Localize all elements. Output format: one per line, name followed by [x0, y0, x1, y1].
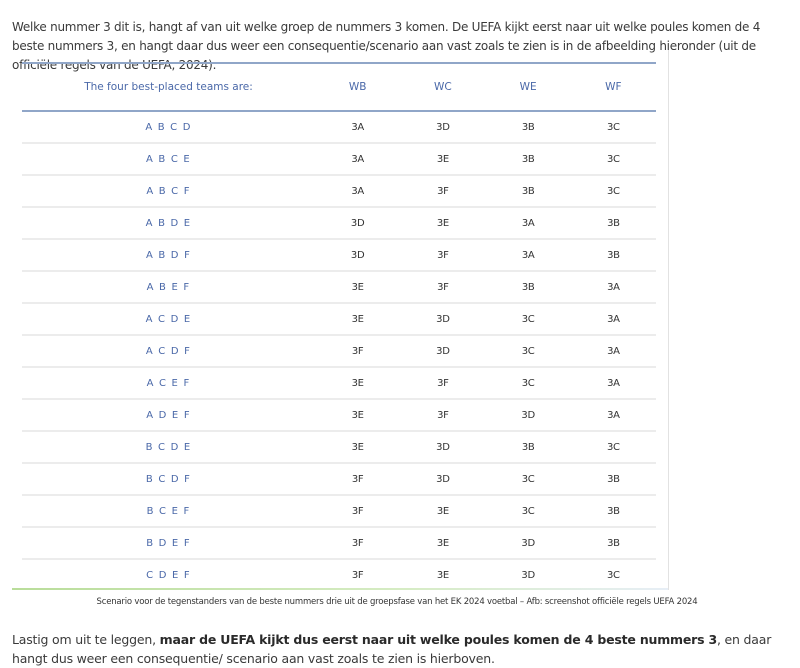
- table-row: [22, 303, 656, 335]
- table-row: [22, 399, 656, 431]
- table-row: [22, 559, 656, 590]
- table-row: [22, 495, 656, 527]
- wf-cell: 3C: [571, 111, 656, 143]
- wb-cell: 3E: [315, 431, 400, 463]
- we-cell: 3B: [486, 143, 571, 175]
- closing-paragraph: [12, 630, 792, 668]
- we-cell: 3C: [486, 495, 571, 527]
- combo-cell: C D E F: [146, 569, 191, 581]
- table-header-row: [22, 63, 656, 111]
- wb-cell: 3D: [315, 239, 400, 271]
- we-cell: 3D: [486, 399, 571, 431]
- wc-cell: 3D: [400, 335, 485, 367]
- wc-cell: 3E: [400, 143, 485, 175]
- combo-cell: B C D E: [22, 431, 315, 463]
- closing-text-start: Lastig om uit te leggen,: [12, 631, 160, 647]
- combo-cell: A B C E: [22, 143, 315, 175]
- combo-cell: A B C F: [22, 175, 315, 207]
- wb-cell: 3A: [315, 175, 400, 207]
- we-cell: 3C: [486, 463, 571, 495]
- wc-cell: 3E: [400, 207, 485, 239]
- wc-cell: 3E: [436, 569, 449, 581]
- table-row: [22, 239, 656, 271]
- we-cell: 3C: [486, 335, 571, 367]
- table-row: [22, 431, 656, 463]
- table-row: [22, 335, 656, 367]
- wc-cell: 3E: [400, 527, 485, 559]
- header-best-placed: The four best-placed teams are:: [22, 63, 315, 111]
- we-cell: 3B: [486, 175, 571, 207]
- wc-cell: 3D: [400, 111, 485, 143]
- table-row: [22, 143, 656, 175]
- closing-text-bold: maar de UEFA kijkt dus eerst naar uit welke poules komen de 4 beste nummers 3: [159, 631, 718, 647]
- figure-bottom-accent: [12, 588, 668, 590]
- combo-cell: A C D F: [22, 335, 315, 367]
- wb-cell: 3E: [315, 399, 400, 431]
- header-we: WE: [486, 63, 571, 111]
- wb-cell: 3E: [315, 303, 400, 335]
- wb-cell: 3F: [315, 463, 400, 495]
- header-wb: WB: [315, 63, 400, 111]
- wc-cell: 3D: [400, 463, 485, 495]
- we-cell: 3A: [486, 239, 571, 271]
- wb-cell: 3E: [315, 367, 400, 399]
- wf-cell: 3B: [571, 239, 656, 271]
- header-wc: WC: [400, 63, 485, 111]
- wc-cell: 3D: [400, 431, 485, 463]
- table-row: [22, 111, 656, 143]
- wf-cell: 3C: [607, 569, 620, 581]
- we-cell: 3B: [486, 271, 571, 303]
- wb-cell: 3A: [315, 143, 400, 175]
- we-cell: 3D: [486, 527, 571, 559]
- wc-cell: 3D: [400, 303, 485, 335]
- intro-paragraph: Welke nummer 3 dit is, hangt af van uit welke groep de nummers 3 komen. De UEFA kijkt eerst naar uit welke poules komen de 4 beste nummers 3, en hangt daar dus weer een consequentie/scenario aan vast zoals te zien is in de afbeelding hieronder (uit de officiële regels van de UEFA, 2024).: [12, 20, 761, 72]
- closing-text-end: , en daar hangt dus weer een consequentie/ scenario aan vast zoals te zien is hierboven.: [12, 631, 772, 666]
- table-row: [22, 271, 656, 303]
- combo-cell: B C E F: [22, 495, 315, 527]
- wb-cell: 3F: [315, 495, 400, 527]
- table-row: [22, 175, 656, 207]
- we-cell: 3B: [486, 111, 571, 143]
- wf-cell: 3A: [571, 367, 656, 399]
- combo-cell: B C D F: [22, 463, 315, 495]
- we-cell: 3C: [486, 303, 571, 335]
- combo-cell: A B D F: [22, 239, 315, 271]
- wb-cell: 3F: [315, 527, 400, 559]
- we-cell: 3D: [521, 569, 535, 581]
- wf-cell: 3B: [571, 495, 656, 527]
- combo-cell: A D E F: [22, 399, 315, 431]
- figure-caption: Scenario voor de tegenstanders van de beste nummers drie uit de groepsfase van het EK 2024 voetbal – Afb: screenshot officiële regels UEFA 2024: [96, 597, 698, 607]
- table-row: [22, 207, 656, 239]
- wc-cell: 3F: [400, 239, 485, 271]
- wf-cell: 3B: [571, 207, 656, 239]
- table-row: [22, 463, 656, 495]
- wf-cell: 3A: [571, 335, 656, 367]
- scenario-table-image: [12, 50, 669, 590]
- wf-cell: 3B: [571, 527, 656, 559]
- wf-cell: 3A: [571, 399, 656, 431]
- wb-cell: 3F: [315, 335, 400, 367]
- wf-cell: 3C: [571, 431, 656, 463]
- header-wf: WF: [571, 63, 656, 111]
- wf-cell: 3A: [571, 271, 656, 303]
- we-cell: 3C: [486, 367, 571, 399]
- combo-cell: A C E F: [22, 367, 315, 399]
- wc-cell: 3F: [400, 175, 485, 207]
- wf-cell: 3A: [571, 303, 656, 335]
- combo-cell: A B D E: [22, 207, 315, 239]
- wc-cell: 3F: [400, 399, 485, 431]
- combo-cell: A B E F: [22, 271, 315, 303]
- wc-cell: 3E: [400, 495, 485, 527]
- third-place-allocation-table: [22, 62, 656, 590]
- wb-cell: 3A: [315, 111, 400, 143]
- wf-cell: 3B: [571, 463, 656, 495]
- combo-cell: A C D E: [22, 303, 315, 335]
- wb-cell: 3E: [315, 271, 400, 303]
- wf-cell: 3C: [571, 175, 656, 207]
- we-cell: 3A: [486, 207, 571, 239]
- wb-cell: 3F: [351, 569, 364, 581]
- wc-cell: 3F: [400, 271, 485, 303]
- wf-cell: 3C: [571, 143, 656, 175]
- wb-cell: 3D: [315, 207, 400, 239]
- wc-cell: 3F: [400, 367, 485, 399]
- we-cell: 3B: [486, 431, 571, 463]
- combo-cell: A B C D: [22, 111, 315, 143]
- table-row: [22, 527, 656, 559]
- combo-cell: B D E F: [22, 527, 315, 559]
- table-row: [22, 367, 656, 399]
